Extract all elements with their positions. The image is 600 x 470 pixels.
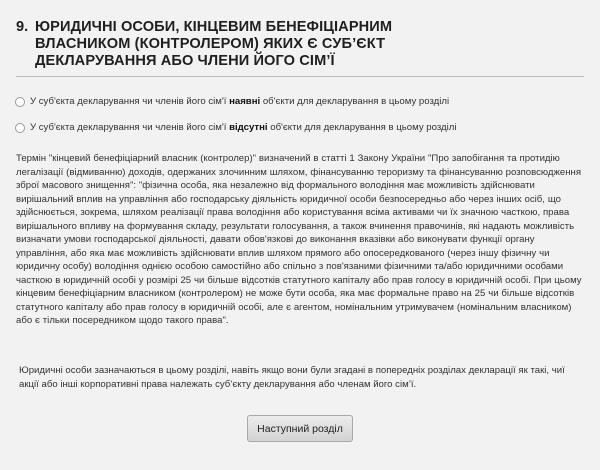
radio-absent[interactable] [15, 123, 25, 133]
header-divider [16, 76, 584, 77]
option-absent-radio-row[interactable] [15, 122, 457, 133]
section-header [16, 19, 591, 70]
option-present-radio-row[interactable] [15, 96, 449, 107]
section-title: ЮРИДИЧНІ ОСОБИ, КІНЦЕВИМ БЕНЕФІЦІАРНИМ ВЛАСНИКОМ (КОНТРОЛЕРОМ) ЯКИХ Є СУБ’ЄКТ ДЕКЛАРУВАННЯ АБО ЧЛЕНИ ЙОГО СІМ’Ї [35, 19, 393, 69]
option-present-prefix: У суб'єкта декларування чи членів його сім'ї [30, 96, 230, 107]
option-present-suffix: об'єкти для декларування в цьому розділі [260, 96, 450, 107]
option-present-label[interactable] [30, 96, 449, 107]
option-present-emphasis: наявні [229, 96, 261, 107]
next-section-button[interactable]: Наступний розділ [247, 415, 353, 442]
section-note: Юридичні особи зазначаються в цьому розділі, навіть якщо вони були згадані в попередніх розділах декларації як такі, чиї акції або інші корпоративні права належать суб’єкту декларування або членам його сім’ї. [19, 365, 565, 390]
section-number: 9. [16, 19, 29, 35]
option-absent-suffix: об'єкти для декларування в цьому розділі [267, 122, 457, 133]
option-absent-label[interactable] [30, 122, 457, 133]
beneficial-owner-definition: Термін "кінцевий бенефіціарний власник (контролер)" визначений в статті 1 Закону України "Про запобігання та протидію легалізації (відмиванню) доходів, одержаних злочинним шляхом, фінансуванню тероризму та фінансуванню розповсюдження зброї масового знищення": "фізична особа, яка незалежно від формального володіння має можливість здійснювати вирішальний вплив на управління або господарську діяльність юридичної особи безпосередньо або через інших осіб, що здійснюється, зокрема, шляхом реалізації права володіння або користування всіма активами чи їх значною часткою, права вирішального впливу на формування складу, результати голосування, а також вчинення правочинів, які надають можливість визначати умови господарської діяльності, давати обов'язкові до виконання вказівки або виконувати функції органу управління, або яка має можливість здійснювати вплив шляхом прямого або опосередкованого (через іншу фізичну чи юридичну особу) володіння однією особою самостійно або спільно з пов'язаними фізичними та/або юридичними особами часткою в юридичній особі у розмірі 25 чи більше відсотків статутного капіталу або прав голосу в юридичній особі. При цьому кінцевим бенефіціарним власником (контролером) не може бути особа, яка має формальне право на 25 чи більше відсотків статутного капіталу або прав голосу в юридичній особі, але є агентом, номінальним утримувачем (номінальним власником) або є тільки посередником щодо такого права". [16, 153, 582, 326]
option-absent-prefix: У суб'єкта декларування чи членів його сім'ї [30, 122, 230, 133]
option-absent-emphasis: відсутні [229, 122, 268, 133]
radio-present[interactable] [15, 97, 25, 107]
